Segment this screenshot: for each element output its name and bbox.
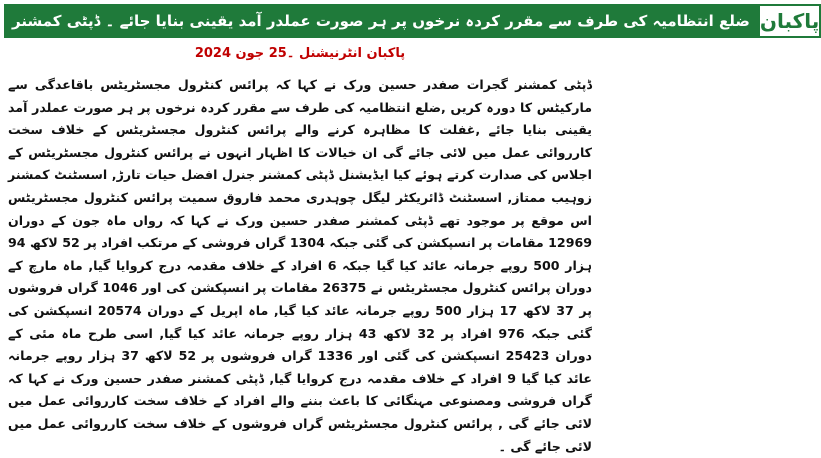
brand-logo (758, 4, 821, 38)
dateline: پاکبان انٹرنیشنل ۔25 جون 2024 (194, 46, 406, 61)
brand-name: پاکبان (759, 9, 820, 33)
article-body: ڈپٹی کمشنر گجرات صفدر حسین ورک نے کہا کہ پرائس کنٹرول مجسٹریٹس باقاعدگی سے مارکیٹس کا دورہ کریں ,ضلع انتظامیہ کی طرف سے مقرر کردہ نرخوں پر ہر صورت عملدر آمد یقینی بنایا جائے ,غفلت کا مظاہرہ کرنے والے پرائس کنٹرول مجسٹریٹس کے خلاف سخت کارروائی عمل میں لائی جائے گی ان خیالات کا اظہار انہوں نے پرائس کنٹرول مجسٹریٹس کے اجلاس کی صدارت کرتے ہوئے کیا ایڈیشنل ڈپٹی کمشنر جنرل افضل حیات تارڑ, اسسٹنٹ کمشنر زوہیب ممتاز, اسسٹنٹ ڈائریکٹر لیگل چوہدری محمد فاروق سمیت پرائس کنٹرول مجسٹریٹس اس موقع پر موجود تھے ڈپٹی کمشنر صفدر حسین ورک نے کہا کہ رواں ماہ جون کے دوران 12969 مقامات پر انسپکشن کی گئی جبکہ 1304 گراں فروشی کے مرتکب افراد پر 52 لاکھ 94 ہزار 500 روپے جرمانہ عائد کیا گیا جبکہ 6 افراد کے خلاف مقدمہ درج کروایا گیا, ماہ مارچ کے دوران پرائس کنٹرول مجسٹریٹس نے 26375 مقامات پر انسپکشن کی اور 1046 گراں فروشوں پر 37 لاکھ 17 ہزار 500 روپے جرمانہ عائد کیا گیا, ماہ اپریل کے دوران 20574 انسپکشن کی گئی جبکہ 976 افراد پر 32 لاکھ 43 ہزار روپے جرمانہ عائد کیا گیا, اسی طرح ماہ مئی کے دوران 25423 انسپکشن کی گئی اور 1336 گراں فروشوں پر 52 لاکھ 37 ہزار روپے جرمانہ عائد کیا گیا 9 افراد کے خلاف مقدمہ درج کروایا گیا, ڈپٹی کمشنر صفدر حسین ورک نے کہا کہ گراں فروشی ومصنوعی مہنگائی کا باعث بننے والے افراد کے خلاف سخت کارروائی عمل میں لائی جائے گی , پرائس کنٹرول مجسٹریٹس گراں فروشوں کے خلاف سخت کارروائی عمل میں لائی جائے گی ۔ (8, 77, 592, 454)
headline-bar (4, 4, 758, 38)
news-header (4, 4, 820, 38)
headline: ضلع انتظامیہ کی طرف سے مقرر کردہ نرخوں پر ہر صورت عملدر آمد یقینی بنایا جائے ۔ ڈپٹی کمشنر (12, 12, 750, 30)
